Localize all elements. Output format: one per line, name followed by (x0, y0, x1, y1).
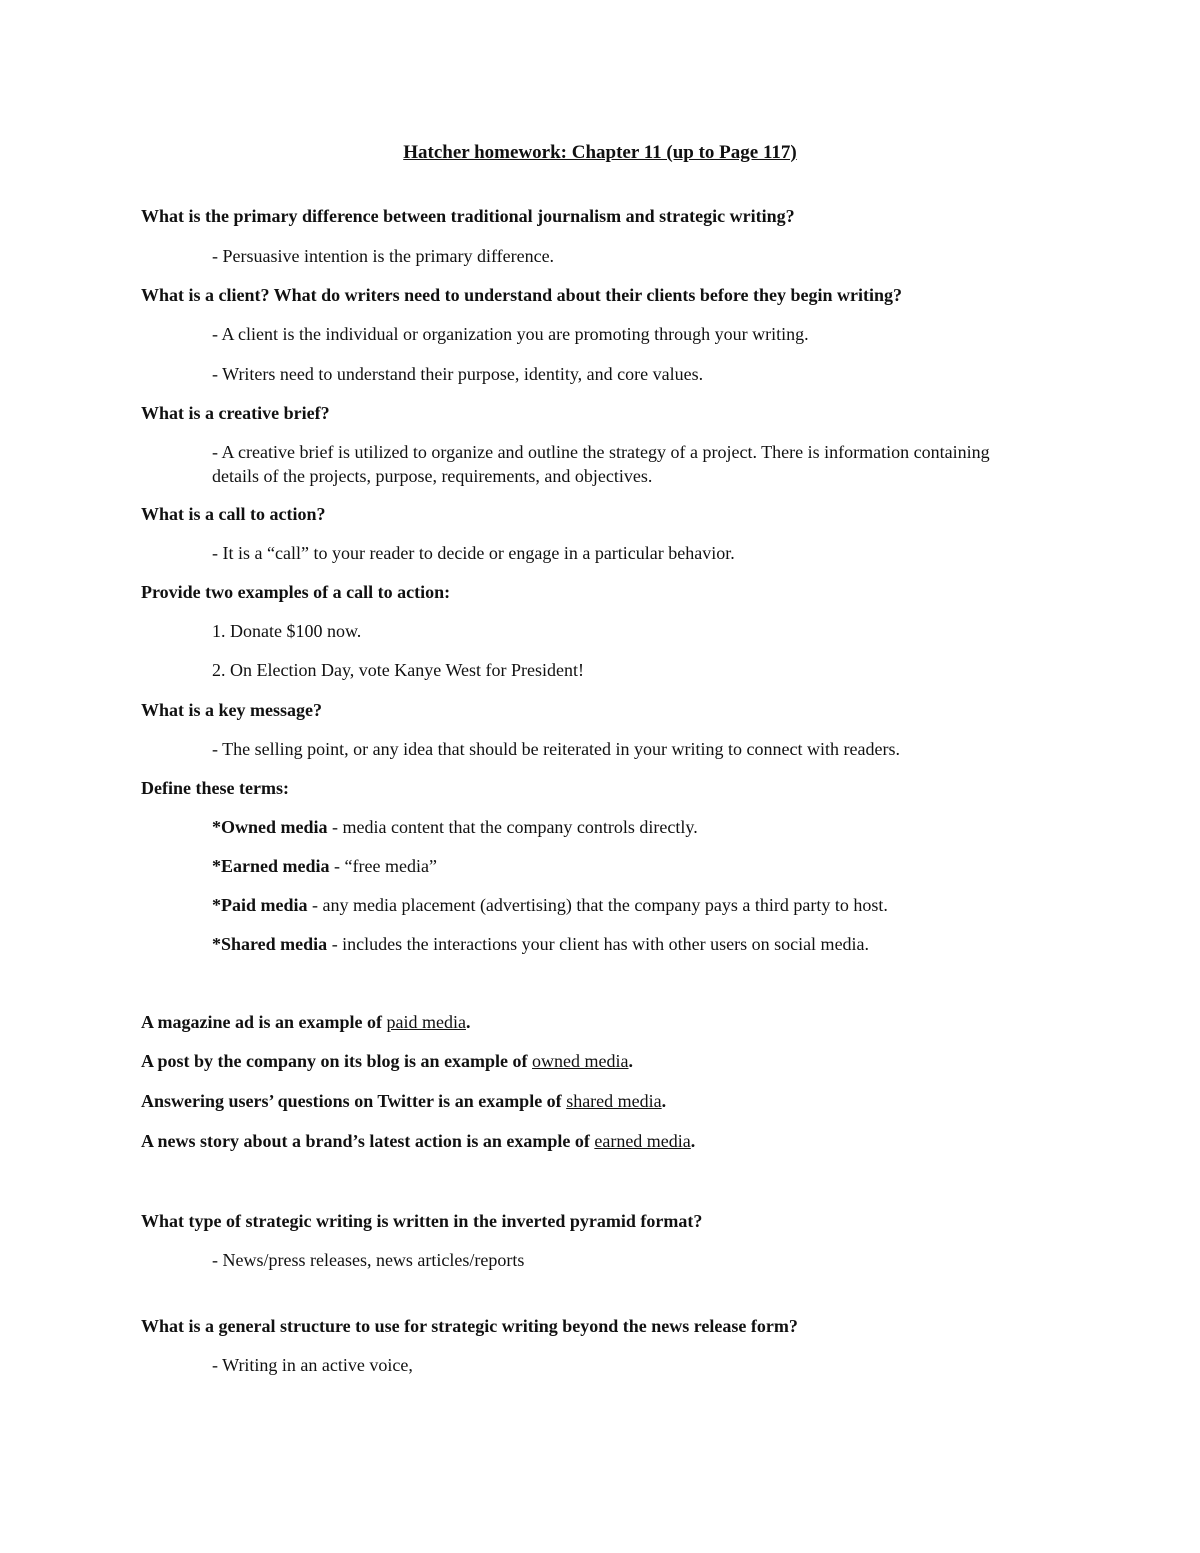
term-label: *Paid media (212, 895, 308, 915)
question-7: Define these terms: (141, 778, 289, 798)
term-label: *Earned media (212, 856, 330, 876)
answer-6: - The selling point, or any idea that should be reiterated in your writing to connect with readers. (212, 739, 900, 759)
fill-in-2 (141, 1049, 633, 1073)
answer-5b: 2. On Election Day, vote Kanye West for President! (212, 660, 584, 680)
fill-prompt: A news story about a brand’s latest action is an example of (141, 1131, 595, 1151)
fill-in-3 (141, 1089, 666, 1113)
term-definition: - includes the interactions your client has with other users on social media. (327, 934, 870, 954)
question-5: Provide two examples of a call to action: (141, 582, 451, 602)
fill-prompt: A magazine ad is an example of (141, 1012, 387, 1032)
term-owned-media (212, 815, 698, 839)
question-4: What is a call to action? (141, 504, 326, 524)
fill-in-1 (141, 1010, 470, 1034)
term-paid-media (212, 893, 888, 917)
fill-prompt: A post by the company on its blog is an example of (141, 1051, 533, 1071)
fill-end: . (661, 1091, 667, 1111)
answer-2a: - A client is the individual or organization you are promoting through your writing. (212, 324, 809, 344)
term-label: *Shared media (212, 934, 328, 954)
question-1: What is the primary difference between traditional journalism and strategic writing? (141, 206, 795, 226)
question-8: What type of strategic writing is written in the inverted pyramid format? (141, 1211, 703, 1231)
answer-9: - Writing in an active voice, (212, 1355, 413, 1375)
fill-end: . (690, 1131, 696, 1151)
term-definition: - any media placement (advertising) that the company pays a third party to host. (307, 895, 888, 915)
term-label: *Owned media (212, 817, 328, 837)
term-definition: - media content that the company controls directly. (327, 817, 698, 837)
fill-answer: earned media (594, 1131, 691, 1151)
fill-end: . (465, 1012, 471, 1032)
fill-end: . (628, 1051, 634, 1071)
fill-answer: shared media (566, 1091, 662, 1111)
term-definition: - “free media” (329, 856, 437, 876)
fill-answer: owned media (532, 1051, 629, 1071)
term-earned-media (212, 854, 437, 878)
question-2: What is a client? What do writers need to understand about their clients before they begin writing? (141, 285, 902, 305)
fill-prompt: Answering users’ questions on Twitter is an example of (141, 1091, 567, 1111)
document-title: Hatcher homework: Chapter 11 (up to Page 117) (403, 142, 797, 163)
term-shared-media (212, 932, 869, 956)
answer-2b: - Writers need to understand their purpose, identity, and core values. (212, 364, 704, 384)
answer-3: - A creative brief is utilized to organize and outline the strategy of a project. There is information containing details of the projects, purpose, requirements, and objectives. (212, 442, 990, 486)
question-6: What is a key message? (141, 700, 322, 720)
fill-in-4 (141, 1129, 695, 1153)
answer-5a: 1. Donate $100 now. (212, 621, 362, 641)
answer-1: - Persuasive intention is the primary difference. (212, 246, 555, 266)
question-3: What is a creative brief? (141, 403, 330, 423)
answer-8: - News/press releases, news articles/reports (212, 1250, 525, 1270)
fill-answer: paid media (386, 1012, 466, 1032)
answer-4: - It is a “call” to your reader to decide or engage in a particular behavior. (212, 543, 735, 563)
question-9: What is a general structure to use for strategic writing beyond the news release form? (141, 1316, 798, 1336)
